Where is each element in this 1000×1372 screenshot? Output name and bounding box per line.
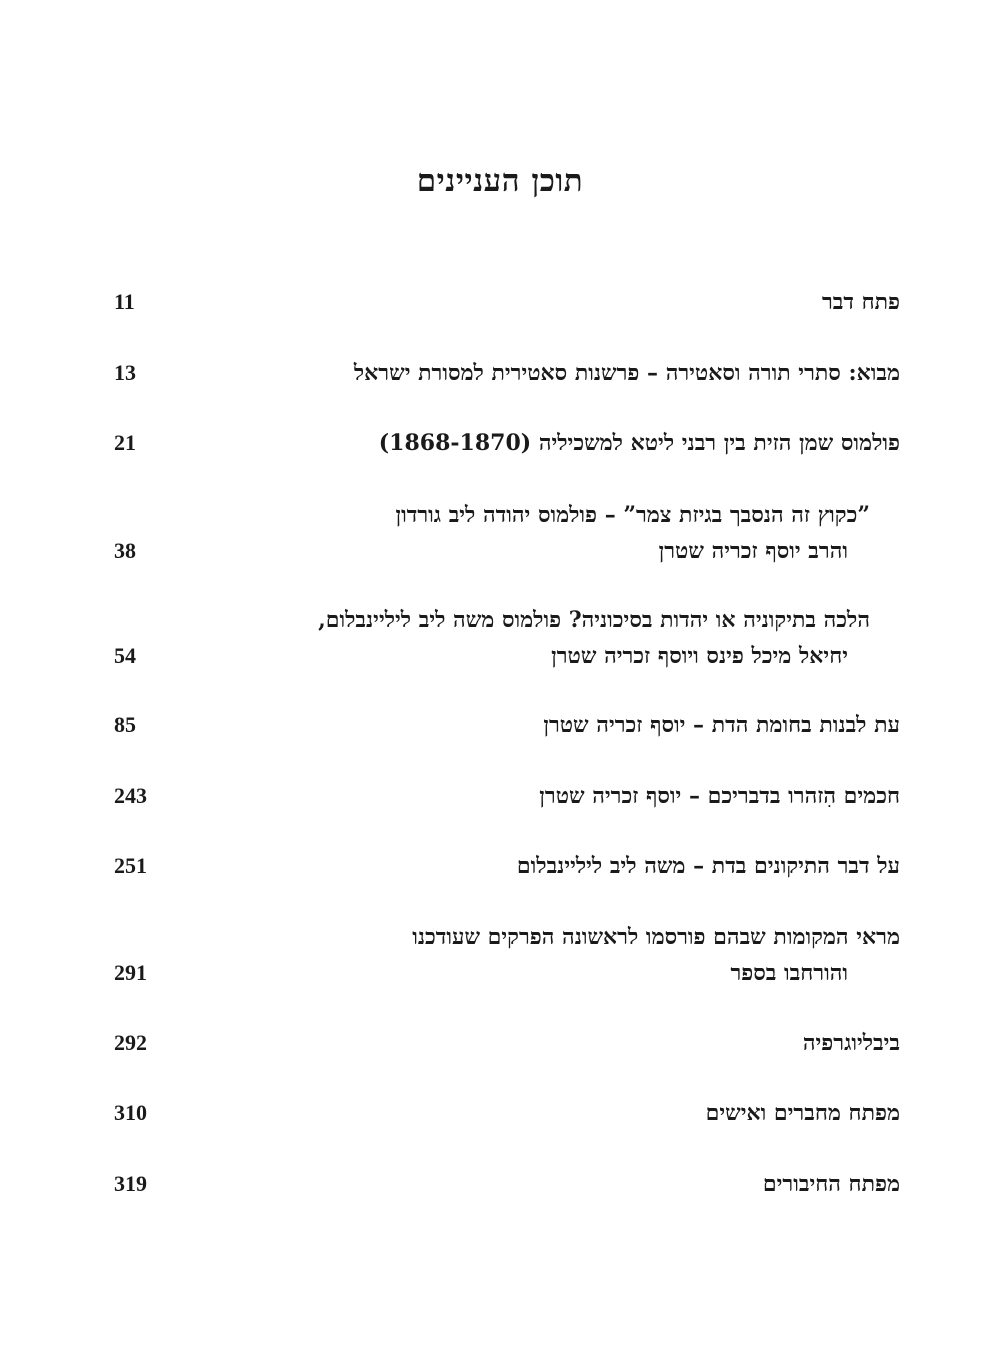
toc-entry-page: 243 — [114, 783, 147, 808]
toc-entry-title — [763, 1166, 900, 1202]
page-title: תוכן העניינים — [416, 163, 584, 199]
toc-entry-line: והרב יוסף זכריה שטרן — [658, 538, 848, 564]
toc-entry-title — [803, 1025, 900, 1061]
toc-entry-line: ”כקוץ זה הנסבך בגיזת צמר” – פולמוס יהודה ליב גורדון — [395, 502, 870, 528]
toc-entry-title — [822, 284, 900, 320]
toc-entry-page: 310 — [114, 1100, 147, 1125]
toc-entry-line: יחיאל מיכל פינס ויוסף זכריה שטרן — [551, 643, 848, 669]
toc-entry-title — [354, 355, 900, 391]
toc-entry-line: מפתח מחברים ואישים — [705, 1100, 900, 1126]
toc-entry-page: 21 — [114, 430, 136, 455]
toc-entry-page: 292 — [114, 1030, 147, 1055]
toc-entry-page: 13 — [114, 360, 136, 385]
toc-entry-line: ביבליוגרפיה — [802, 1030, 900, 1056]
toc-entry-line: פולמוס שמן הזית בין רבני ליטא למשכיליה (1868-1870) — [378, 430, 900, 456]
toc-entry-page: 291 — [114, 960, 147, 985]
toc-entry-title — [412, 919, 900, 991]
toc-entry-line: עת לבנות בחומת הדת – יוסף זכריה שטרן — [543, 712, 900, 738]
toc-entry-title — [543, 707, 900, 743]
toc-entry-title — [517, 848, 900, 884]
toc-entry-page: 54 — [114, 643, 136, 668]
toc-entry-title — [539, 778, 900, 814]
toc-entry-page: 11 — [114, 289, 135, 314]
toc-entry-line: חכמים הִזהרו בדבריכם – יוסף זכריה שטרן — [539, 783, 900, 809]
toc-entry-page: 38 — [114, 538, 136, 563]
toc-entry-line: והורחבו בספר — [730, 960, 848, 986]
toc-entry-line: מבוא: סתרי תורה וסאטירה – פרשנות סאטירית למסורת ישראל — [353, 360, 900, 386]
toc-entry-title — [318, 602, 900, 674]
toc-entry-page: 251 — [114, 853, 147, 878]
toc-entry-page: 319 — [114, 1171, 147, 1196]
toc-entry-line: מראי המקומות שבהם פורסמו לראשונה הפרקים שעודכנו — [412, 924, 900, 950]
toc-entry-line: מפתח החיבורים — [762, 1171, 900, 1197]
toc-entry-line: פתח דבר — [821, 289, 900, 315]
toc-entry-title — [379, 425, 900, 461]
toc-entry-title — [706, 1095, 900, 1131]
toc-entry-line: על דבר התיקונים בדת – משה ליב ליליינבלום — [516, 853, 900, 879]
toc-entry-page: 85 — [114, 712, 136, 737]
toc-entry-line: הלכה בתיקוניה או יהדות בסיכוניה? פולמוס משה ליב ליליינבלום, — [318, 607, 870, 633]
toc-entry-title — [396, 497, 900, 569]
